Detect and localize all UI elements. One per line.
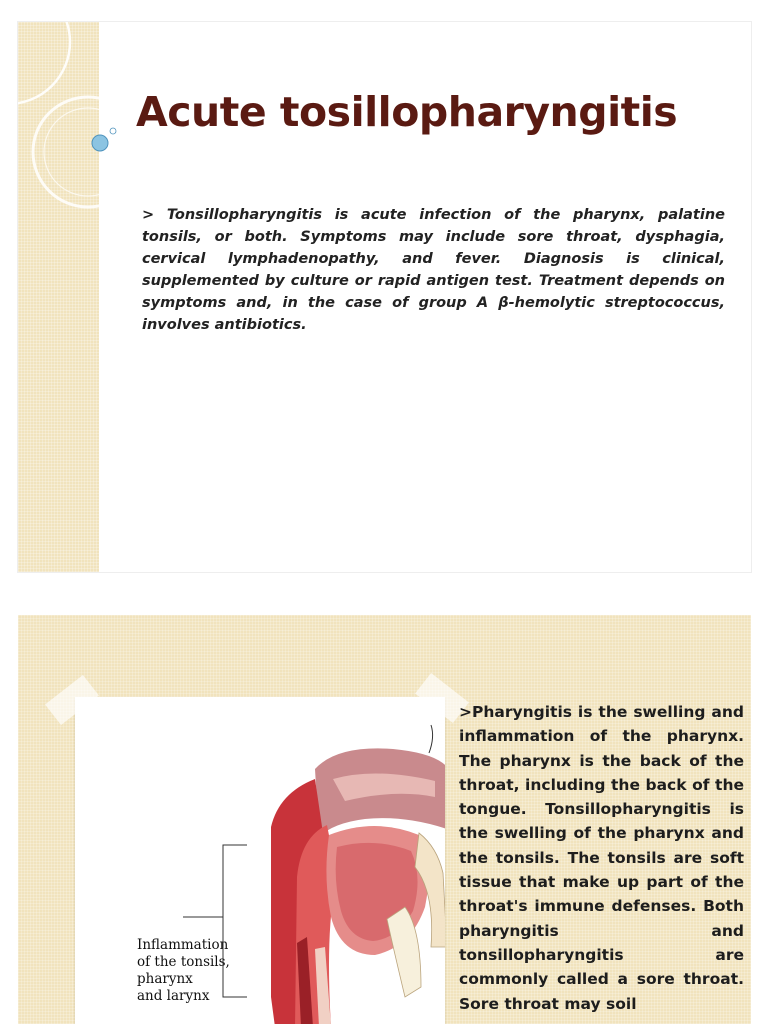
intro-paragraph: > Tonsillopharyngitis is acute infection of the pharynx, palatine tonsils, or both. Symptoms may include sore throat, dysphagia, cervical lymphadenopathy, and fever. Diagnosis is clinical, supplemented by culture or rapid antigen test. Treatment depends on symptoms and, in the case of group A β-hemolytic streptococcus, involves antibiotics.	[142, 207, 725, 333]
decorative-band	[18, 22, 99, 572]
slide-2	[18, 615, 751, 1024]
figure-label: Inflammation of the tonsils, pharynx and larynx	[137, 937, 230, 1004]
slide-1	[18, 22, 751, 572]
body-paragraph: >Pharyngitis is the swelling and inflammation of the pharynx. The pharynx is the back of the throat, including the back of the tongue. Tonsillopharyngitis is the swelling of the pharynx and the tonsils. The tonsils are soft tissue that make up part of the throat's immune defenses. Both pharyngitis and tonsillopharyngitis are commonly called a sore throat. Sore throat may soil	[459, 703, 744, 1013]
throat-illustration	[75, 697, 445, 1024]
anatomy-figure	[75, 697, 445, 1024]
slide-title: Acute tosillopharyngitis	[136, 88, 678, 136]
